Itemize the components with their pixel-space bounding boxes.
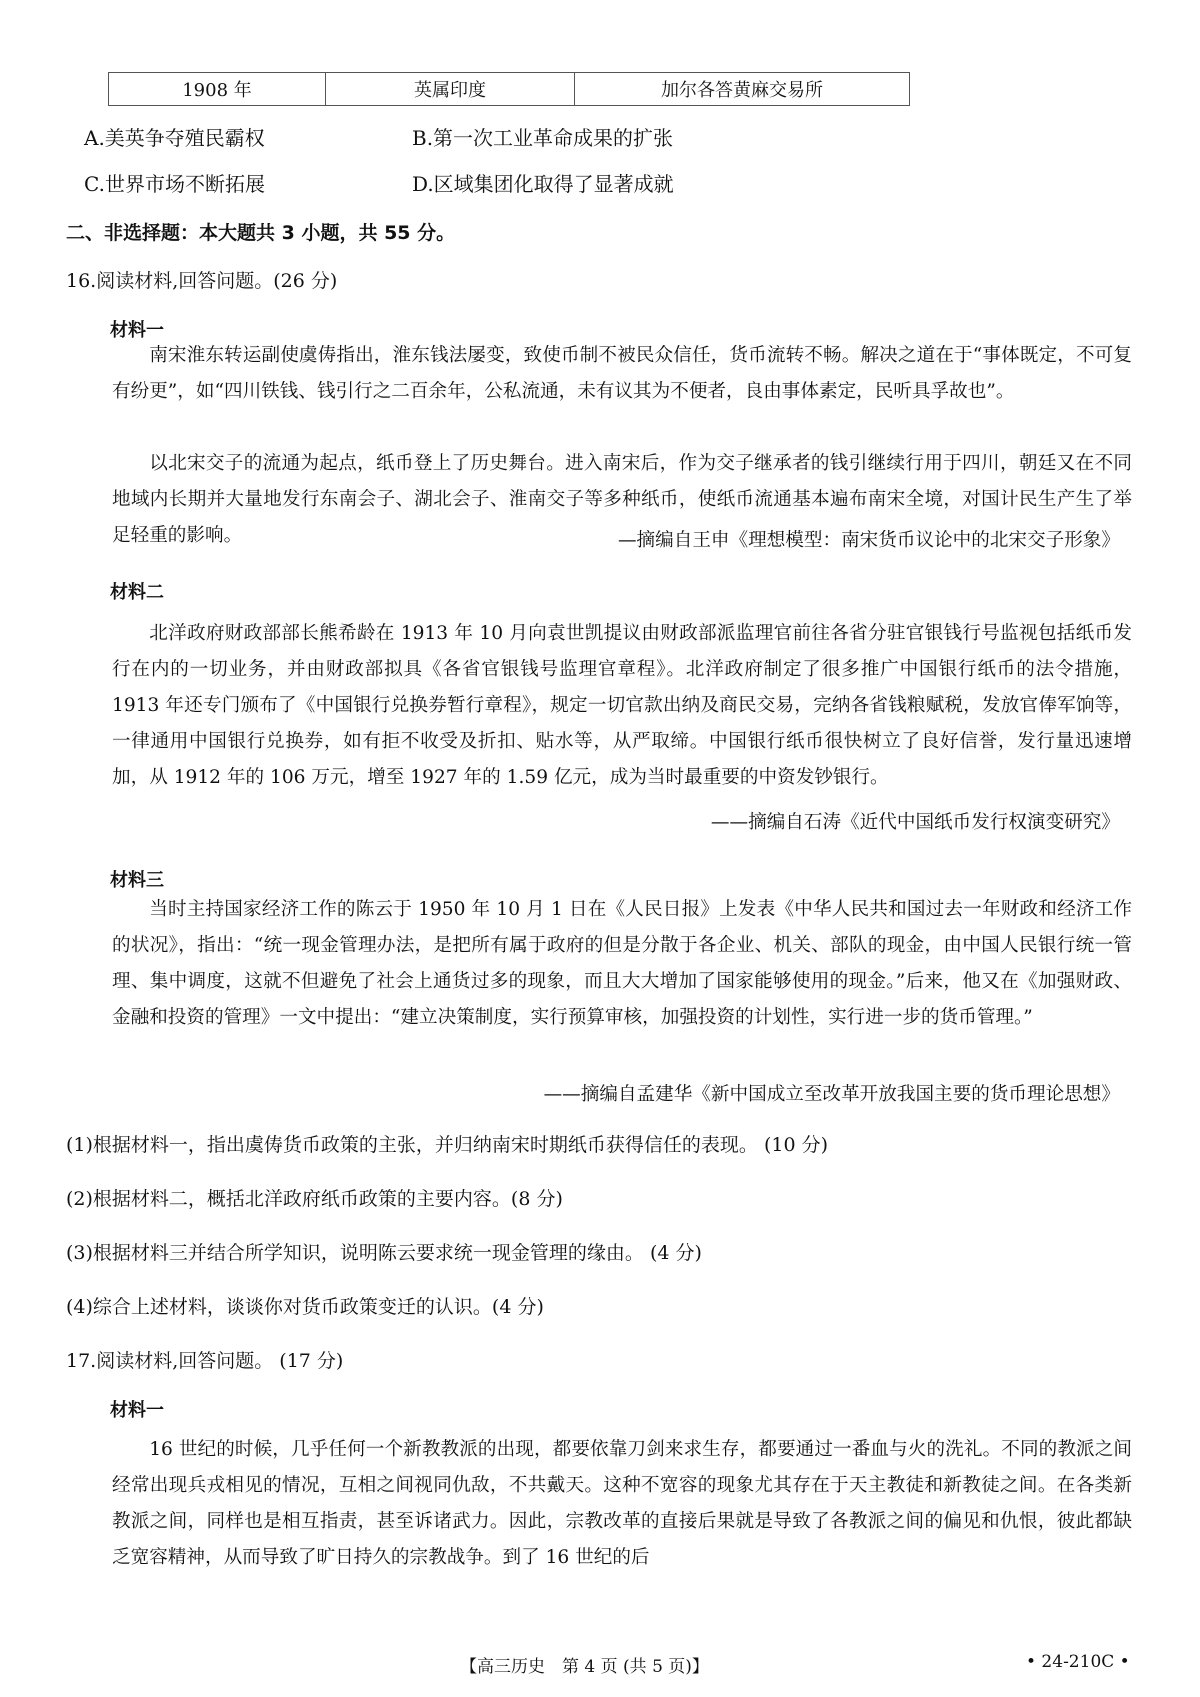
q16-material-1-source: —摘编自王申《理想模型：南宋货币议论中的北宋交子形象》 [617,530,1120,551]
section-title: 二、非选择题：本大题共 3 小题，共 55 分。 [66,222,456,244]
q16-material-1-paragraph-2: 以北宋交子的流通为起点，纸币登上了历史舞台。进入南宋后，作为交子继承者的钱引继续行用于四川，朝廷又在不同地域内长期并大量地发行东南会子、湖北会子、淮南交子等多种纸币，使纸币流通基本遍布南宋全境，对国计民生产生了举足轻重的影响。 [112,453,1132,546]
q16-material-1-heading: 材料一 [110,320,164,341]
answer-table [108,72,910,106]
q16-subquestion-2: (2)根据材料二，概括北洋政府纸币政策的主要内容。(8 分) [66,1188,563,1210]
q16-material-2-heading: 材料二 [110,582,164,603]
q16-subquestion-4: (4)综合上述材料，谈谈你对货币政策变迁的认识。(4 分) [66,1296,544,1318]
table-cell-exchange: 加尔各答黄麻交易所 [575,73,910,106]
q16-material-3-heading: 材料三 [110,870,164,891]
option-d: D.区域集团化取得了显著成就 [412,172,674,196]
question-16-title: 16.阅读材料,回答问题。(26 分) [66,270,338,292]
q16-subquestion-3: (3)根据材料三并结合所学知识，说明陈云要求统一现金管理的缘由。 (4 分) [66,1242,702,1264]
q17-material-1-paragraph: 16 世纪的时候，几乎任何一个新教教派的出现，都要依靠刀剑来求生存，都要通过一番血与火的洗礼。不同的教派之间经常出现兵戎相见的情况，互相之间视同仇敌，不共戴天。这种不宽容的现象尤其存在于天主教徒和新教徒之间。在各类新教派之间，同样也是相互指责，甚至诉诸武力。因此，宗教改革的直接后果就是导致了各教派之间的偏见和仇恨，彼此都缺乏宽容精神，从而导致了旷日持久的宗教战争。到了 16 世纪的后 [112,1439,1132,1568]
option-b: B.第一次工业革命成果的扩张 [412,126,674,150]
option-a: A.美英争夺殖民霸权 [84,126,265,150]
q16-material-3-paragraph: 当时主持国家经济工作的陈云于 1950 年 10 月 1 日在《人民日报》上发表《中华人民共和国过去一年财政和经济工作的状况》，指出：“统一现金管理办法，是把所有属于政府的但是分散于各企业、机关、部队的现金，由中国人民银行统一管理、集中调度，这就不但避免了社会上通货过多的现象，而且大大增加了国家能够使用的现金。”后来，他又在《加强财政、金融和投资的管理》一文中提出：“建立决策制度，实行预算审核，加强投资的计划性，实行进一步的货币管理。” [112,899,1132,1028]
q17-material-1-heading: 材料一 [110,1400,164,1421]
table-row [109,73,910,106]
q16-material-2-source: ——摘编自石涛《近代中国纸币发行权演变研究》 [710,812,1120,833]
q16-subquestion-1: (1)根据材料一，指出虞俦货币政策的主张，并归纳南宋时期纸币获得信任的表现。 (10 分) [66,1134,828,1156]
q16-material-3-source: ——摘编自孟建华《新中国成立至改革开放我国主要的货币理论思想》 [543,1084,1120,1105]
q16-material-1-paragraph-1: 南宋淮东转运副使虞俦指出，淮东钱法屡变，致使币制不被民众信任，货币流转不畅。解决之道在于“事体既定，不可复有纷更”，如“四川铁钱、钱引行之二百余年，公私流通，未有议其为不便者，良由事体素定，民听具孚故也”。 [112,345,1132,402]
table-cell-year: 1908 年 [109,73,326,106]
exam-code: • 24-210C • [1026,1652,1130,1672]
table-cell-region: 英属印度 [326,73,575,106]
option-c: C.世界市场不断拓展 [84,172,265,196]
page-footer: 【高三历史 第 4 页 (共 5 页)】 [460,1657,709,1677]
question-17-title: 17.阅读材料,回答问题。 (17 分) [66,1350,344,1372]
q16-material-2-paragraph: 北洋政府财政部部长熊希龄在 1913 年 10 月向袁世凯提议由财政部派监理官前往各省分驻官银钱行号监视包括纸币发行在内的一切业务，并由财政部拟具《各省官银钱号监理官章程》。北洋政府制定了很多推广中国银行纸币的法令措施，1913 年还专门颁布了《中国银行兑换券暂行章程》，规定一切官款出纳及商民交易，完纳各省钱粮赋税，发放官俸军饷等，一律通用中国银行兑换券，如有拒不收受及折扣、贴水等，从严取缔。中国银行纸币很快树立了良好信誉，发行量迅速增加，从 1912 年的 106 万元，增至 1927 年的 1.59 亿元，成为当时最重要的中资发钞银行。 [112,623,1132,788]
